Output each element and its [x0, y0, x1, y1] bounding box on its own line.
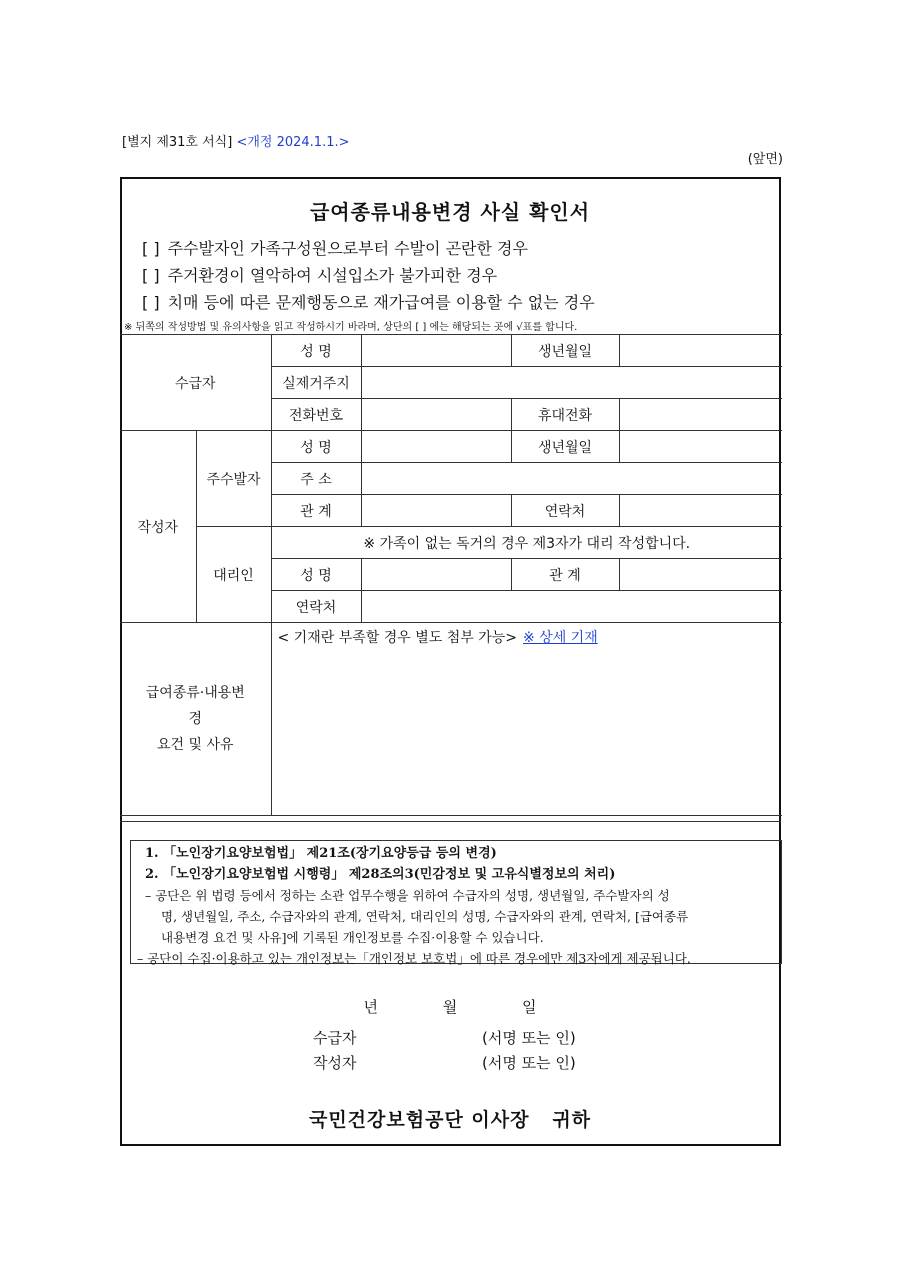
recipient-phone-field[interactable]: [361, 399, 511, 431]
date-day: 일: [522, 998, 537, 1016]
caregiver-birth-label: 생년월일: [511, 431, 619, 463]
recipient-name-field[interactable]: [361, 335, 511, 367]
signature-role-writer: 작성자: [313, 1054, 357, 1072]
form-number: [별지 제31호 서식]: [122, 135, 233, 150]
caregiver-relation-field[interactable]: [361, 495, 511, 527]
caregiver-contact-field[interactable]: [619, 495, 782, 527]
addressee: 국민건강보험공단 이사장 귀하: [308, 1109, 592, 1131]
caregiver-relation-label: 관 계: [271, 495, 361, 527]
legal-item-1: 1. 「노인장기요양보험법」 제21조(장기요양등급 등의 변경): [145, 846, 497, 861]
form-number-label: [122, 131, 350, 150]
recipient-phone-label: 전화번호: [271, 399, 361, 431]
proxy-relation-label: 관 계: [511, 559, 619, 591]
proxy-contact-label: 연락처: [271, 591, 361, 623]
recipient-birth-label: 생년월일: [511, 335, 619, 367]
detail-entry-link[interactable]: ※ 상세 기재: [523, 630, 598, 646]
info-table: [120, 334, 782, 816]
caregiver-birth-field[interactable]: [619, 431, 782, 463]
legal-bullet-1-line-2: 명, 생년월일, 주소, 수급자와의 관계, 연락처, 대리인의 성명, 수급자와의 관계, 연락처, [급여종류: [161, 909, 689, 924]
legal-bullet-1-line-3: 내용변경 요건 및 사유]에 기록된 개인정보를 수집·이용할 수 있습니다.: [161, 930, 544, 945]
checkbox-label-1: 주수발자인 가족구성원으로부터 수발이 곤란한 경우: [167, 239, 528, 258]
change-reason-hint: < 기재란 부족할 경우 별도 첨부 가능>: [277, 630, 517, 646]
recipient-address-field[interactable]: [361, 367, 782, 399]
date-month: 월: [442, 998, 458, 1016]
section-divider: [120, 821, 781, 822]
recipient-birth-field[interactable]: [619, 335, 782, 367]
checkbox-option-2[interactable]: [142, 263, 497, 286]
change-reason-label: [120, 623, 271, 816]
checkbox-label-3: 치매 등에 따른 문제행동으로 재가급여를 이용할 수 없는 경우: [167, 293, 595, 312]
checkbox-2[interactable]: [ ]: [142, 266, 160, 285]
legal-item-2: 2. 「노인장기요양보험법 시행령」 제28조의3(민감정보 및 고유식별정보의 처리): [145, 867, 616, 882]
change-reason-label-line3: 요건 및 사유: [156, 737, 234, 753]
signature-mark-recipient[interactable]: (서명 또는 인): [482, 1029, 576, 1047]
recipient-section-label: 수급자: [120, 335, 271, 431]
page-side: (앞면): [747, 152, 783, 167]
proxy-note: ※ 가족이 없는 독거의 경우 제3자가 대리 작성합니다.: [271, 527, 782, 559]
writer-section-label: 작성자: [120, 431, 196, 623]
caregiver-address-field[interactable]: [361, 463, 782, 495]
checkbox-3[interactable]: [ ]: [142, 293, 160, 312]
proxy-relation-field[interactable]: [619, 559, 782, 591]
legal-notice-box: [130, 840, 782, 964]
change-reason-label-line1: 급여종류·내용변: [145, 685, 245, 701]
checkbox-option-3[interactable]: [142, 290, 595, 313]
recipient-name-label: 성 명: [271, 335, 361, 367]
signature-role-recipient: 수급자: [313, 1029, 357, 1047]
caregiver-label: 주수발자: [196, 431, 271, 527]
proxy-name-field[interactable]: [361, 559, 511, 591]
date-year: 년: [363, 998, 378, 1016]
caregiver-address-label: 주 소: [271, 463, 361, 495]
signature-mark-writer[interactable]: (서명 또는 인): [482, 1054, 576, 1072]
recipient-address-label: 실제거주지: [271, 367, 361, 399]
change-reason-label-line2: 경: [188, 711, 203, 727]
caregiver-contact-label: 연락처: [511, 495, 619, 527]
caregiver-name-field[interactable]: [361, 431, 511, 463]
recipient-mobile-label: 휴대전화: [511, 399, 619, 431]
caregiver-name-label: 성 명: [271, 431, 361, 463]
checkbox-1[interactable]: [ ]: [142, 239, 160, 258]
legal-bullet-1-line-1: – 공단은 위 법령 등에서 정하는 소관 업무수행을 위하여 수급자의 성명, 생년월일, 주수발자의 성: [145, 888, 670, 903]
recipient-mobile-field[interactable]: [619, 399, 782, 431]
revision-date: <개정 2024.1.1.>: [236, 135, 350, 150]
proxy-label: 대리인: [196, 527, 271, 623]
instruction-note: ※ 뒤쪽의 작성방법 및 유의사항을 읽고 작성하시기 바라며, 상단의 [ ] 에는 해당되는 곳에 √표를 합니다.: [124, 322, 578, 333]
change-reason-field[interactable]: [271, 623, 782, 816]
document-title: 급여종류내용변경 사실 확인서: [309, 200, 591, 224]
legal-bullet-2: – 공단이 수집·이용하고 있는 개인정보는「개인정보 보호법」에 따른 경우에만 제3자에게 제공됩니다.: [137, 951, 691, 966]
checkbox-label-2: 주거환경이 열악하여 시설입소가 불가피한 경우: [167, 266, 498, 285]
date-line: [0, 996, 900, 1017]
checkbox-option-1[interactable]: [142, 236, 528, 259]
proxy-name-label: 성 명: [271, 559, 361, 591]
proxy-contact-field[interactable]: [361, 591, 782, 623]
